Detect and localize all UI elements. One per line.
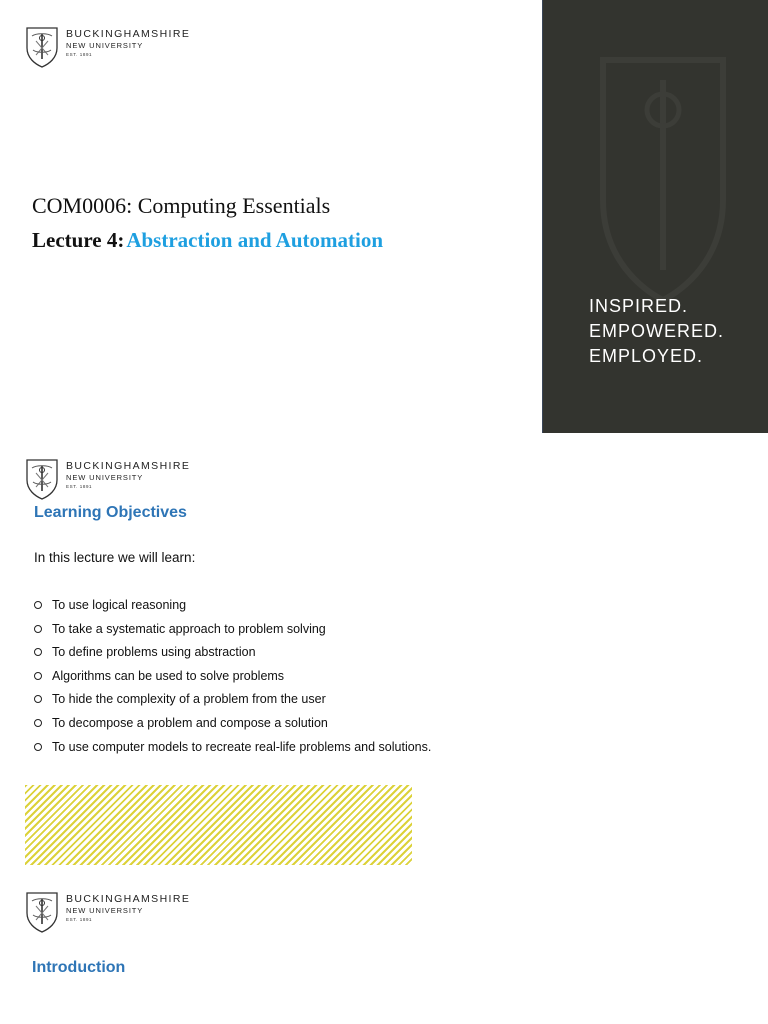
logo-line-2: NEW UNIVERSITY: [66, 472, 144, 482]
logo-wordmark: [66, 894, 190, 923]
list-item-text: To define problems using abstraction: [52, 645, 256, 660]
introduction-slide: [0, 880, 768, 1024]
university-logo: [25, 26, 190, 68]
circle-bullet-icon: [34, 695, 42, 703]
logo-line-1: BUCKINGHAMSHIRE: [66, 460, 191, 472]
crest-icon: [25, 458, 59, 500]
circle-bullet-icon: [34, 719, 42, 727]
intro-text: In this lecture we will learn:: [34, 550, 196, 565]
list-item-text: To decompose a problem and compose a solution: [52, 715, 328, 730]
logo-line-1: BUCKINGHAMSHIRE: [66, 893, 191, 905]
list-item: [33, 690, 431, 714]
list-item: [33, 596, 431, 620]
logo-wordmark: [66, 461, 190, 490]
logo-line-2: NEW UNIVERSITY: [66, 905, 144, 915]
crest-icon: [25, 26, 59, 68]
lecture-number: Lecture 4:: [32, 228, 125, 252]
circle-bullet-icon: [34, 601, 42, 609]
lecture-topic: Abstraction and Automation: [126, 228, 384, 252]
section-heading: Learning Objectives: [34, 504, 187, 521]
circle-bullet-icon: [34, 743, 42, 751]
list-item: [33, 620, 431, 644]
decorative-hatch-band: [25, 785, 412, 865]
circle-bullet-icon: [34, 648, 42, 656]
list-item-text: Algorithms can be used to solve problems: [52, 668, 285, 683]
university-logo: [25, 891, 190, 933]
circle-bullet-icon: [34, 672, 42, 680]
objectives-list: [33, 596, 431, 761]
list-item: [33, 738, 431, 762]
circle-bullet-icon: [34, 625, 42, 633]
list-item: [33, 667, 431, 691]
lecture-title: [32, 228, 383, 253]
list-item: [33, 714, 431, 738]
logo-wordmark: [66, 29, 190, 58]
objectives-slide: [0, 447, 768, 877]
motto-line: EMPLOYED.: [589, 346, 704, 366]
motto-line: INSPIRED.: [589, 296, 689, 316]
title-slide: [0, 0, 768, 433]
university-logo: [25, 458, 190, 500]
motto-panel: [542, 0, 768, 433]
crest-icon: [25, 891, 59, 933]
list-item-text: To hide the complexity of a problem from the user: [52, 692, 326, 707]
list-item: [33, 643, 431, 667]
motto-line: EMPOWERED.: [589, 321, 725, 341]
logo-line-3: EST. 1891: [66, 484, 93, 489]
section-heading: Introduction: [32, 959, 126, 976]
course-title: COM0006: Computing Essentials: [32, 193, 331, 218]
logo-line-1: BUCKINGHAMSHIRE: [66, 28, 191, 40]
motto: [589, 294, 724, 369]
logo-line-2: NEW UNIVERSITY: [66, 40, 144, 50]
list-item-text: To use logical reasoning: [52, 598, 187, 612]
logo-line-3: EST. 1891: [66, 52, 93, 57]
list-item-text: To use computer models to recreate real-life problems and solutions.: [52, 739, 432, 754]
list-item-text: To take a systematic approach to problem solving: [52, 621, 326, 636]
logo-line-3: EST. 1891: [66, 917, 93, 922]
